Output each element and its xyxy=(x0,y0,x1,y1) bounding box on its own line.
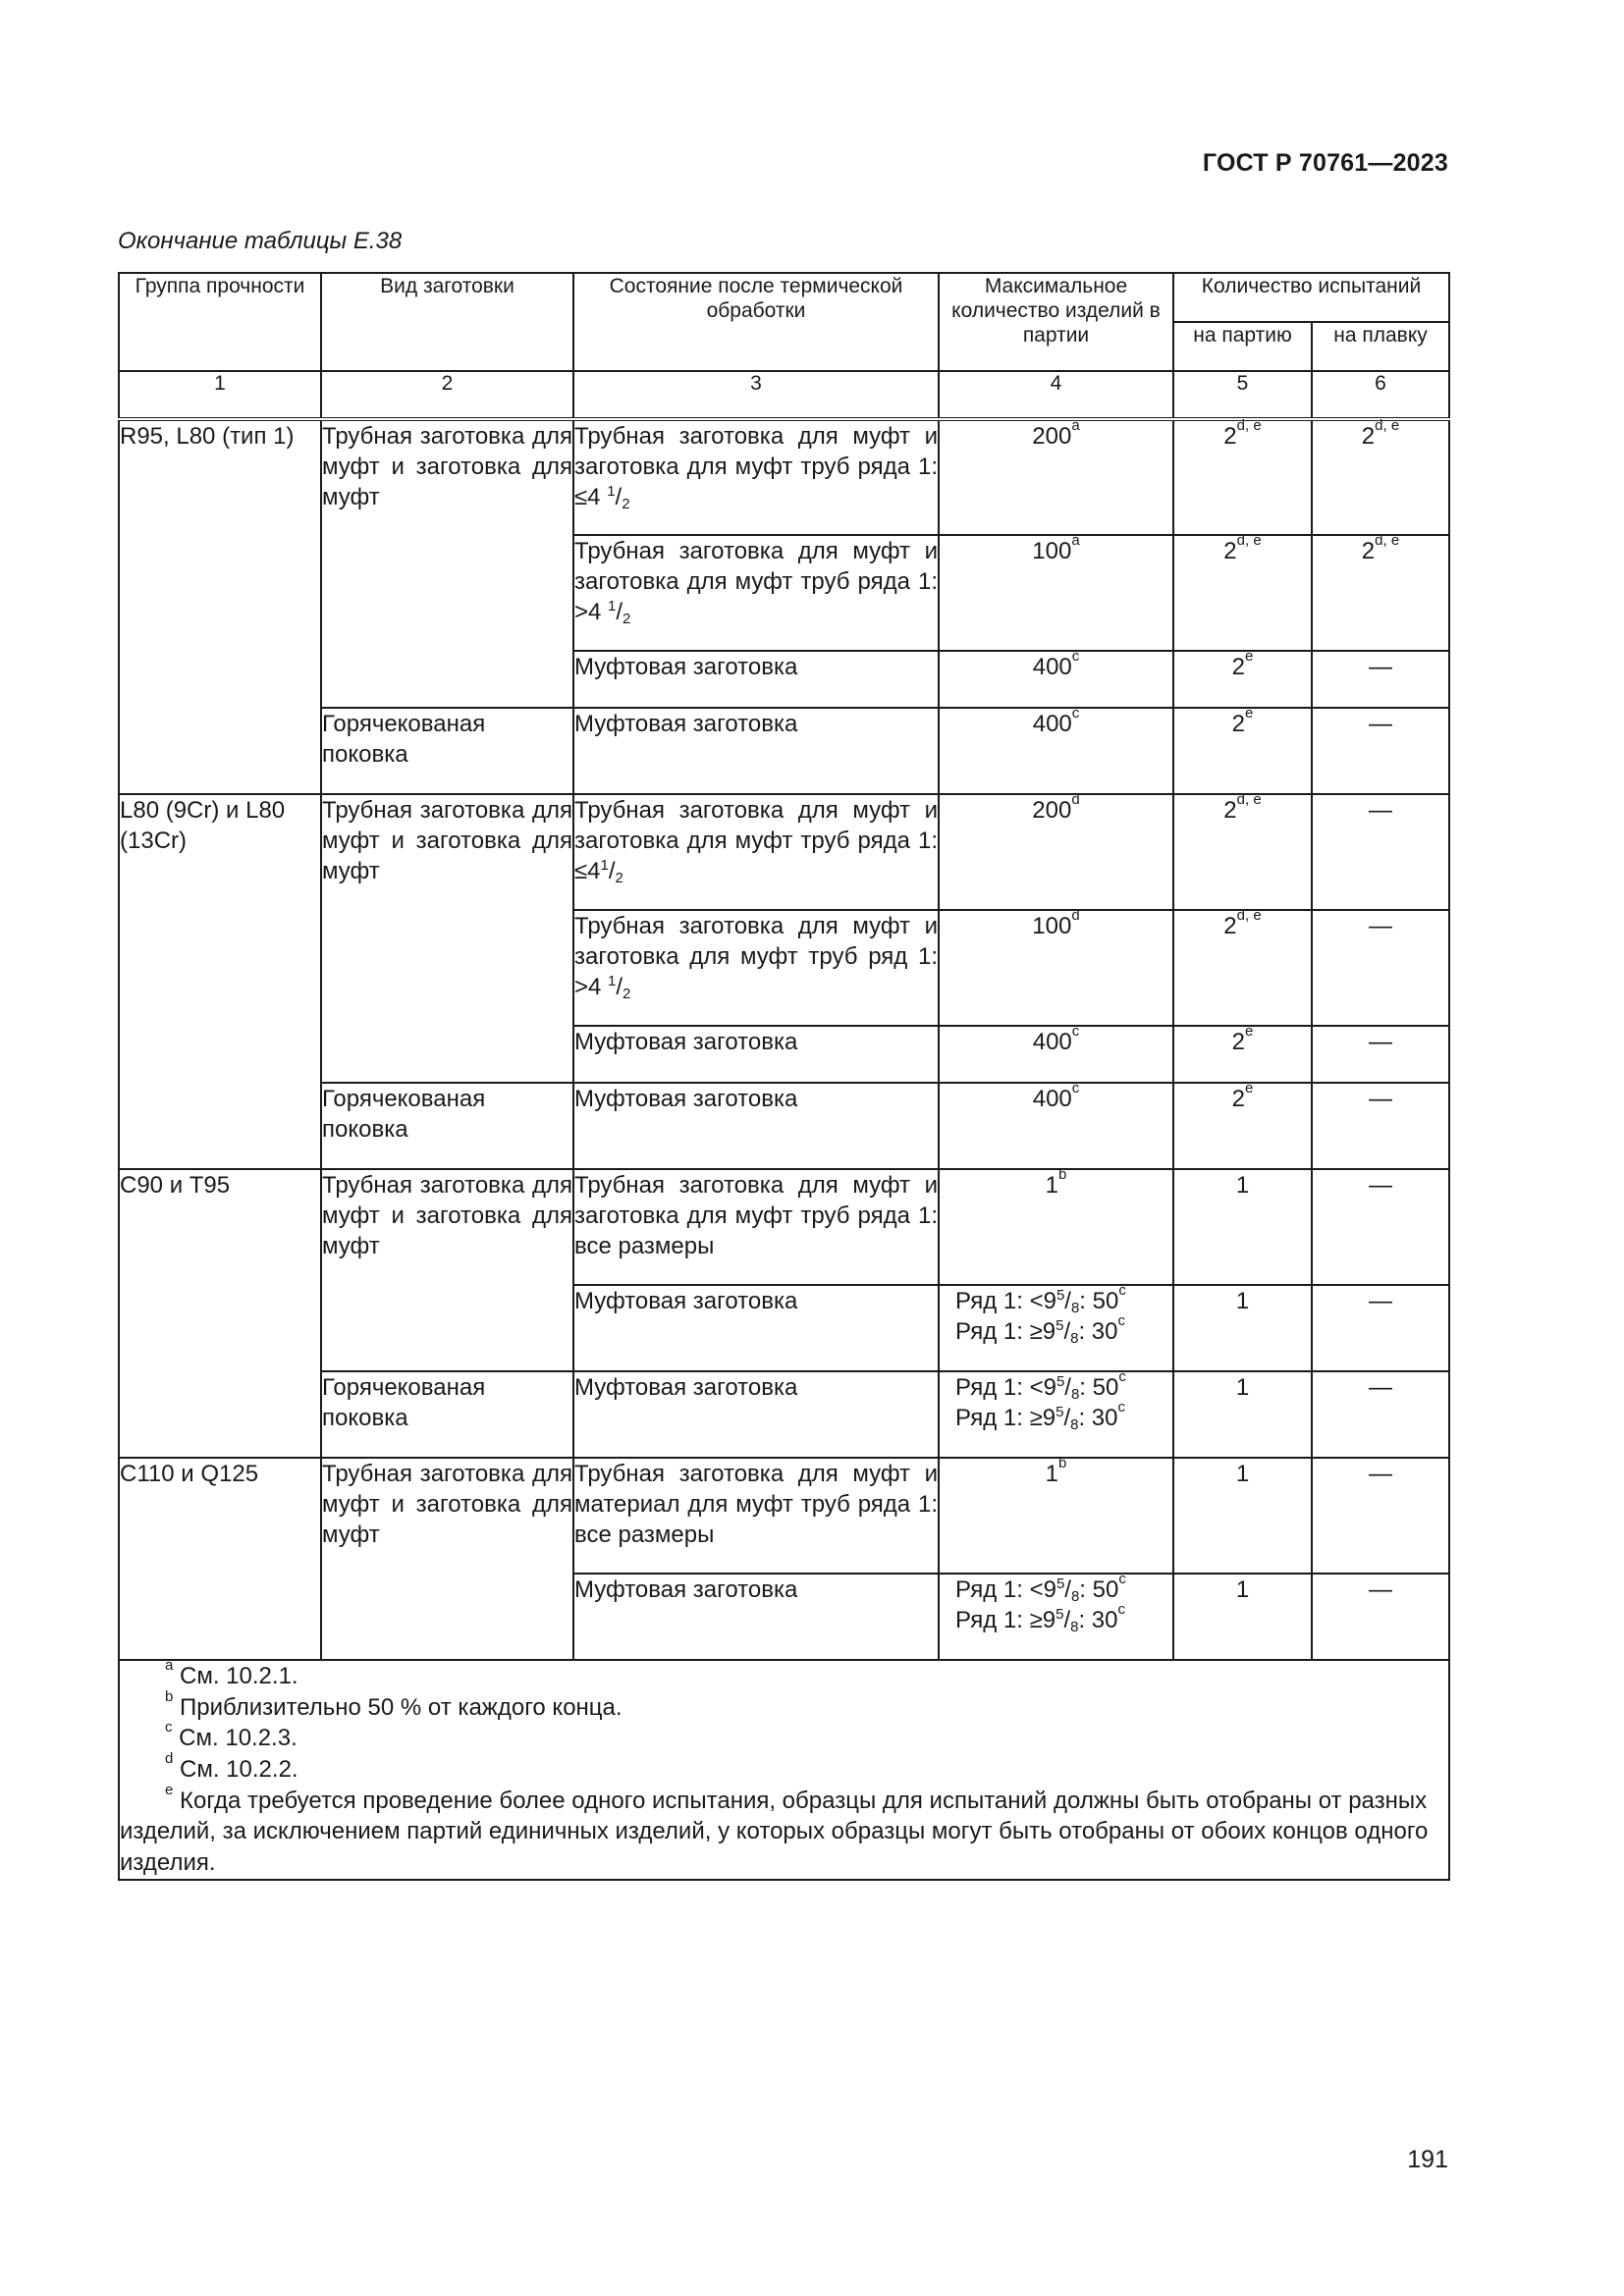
header-kind: Вид заготовки xyxy=(321,273,573,371)
condition-text: Трубная заготовка для муфт и заготовка для муфт труб ряда 1: >4 xyxy=(574,538,938,626)
tests-value: — xyxy=(1369,1086,1392,1112)
footnote-ref: c xyxy=(1071,648,1080,665)
tests-per-lot-cell xyxy=(1173,1371,1312,1458)
footnote-ref: b xyxy=(1058,1455,1067,1471)
footnote-item xyxy=(120,1719,1448,1754)
document-code: ГОСТ Р 70761—2023 xyxy=(1202,149,1448,177)
page-number: 191 xyxy=(1407,2146,1448,2173)
condition-text: Муфтовая заготовка xyxy=(574,1288,798,1314)
footnote-text: См. 10.2.1. xyxy=(180,1663,298,1689)
qty-value: 1 xyxy=(1045,1461,1058,1487)
header-per-lot: на партию xyxy=(1173,322,1312,371)
tests-value: 2 xyxy=(1231,654,1245,680)
footnote-ref: c xyxy=(1117,1312,1125,1330)
qty-value: 1 xyxy=(1045,1172,1058,1199)
max-qty-cell xyxy=(939,1166,1173,1285)
heat-treatment-cell xyxy=(573,1458,939,1574)
tests-value: — xyxy=(1369,1288,1392,1314)
footnotes xyxy=(119,1657,1449,1880)
tests-value: 2 xyxy=(1231,1029,1245,1055)
qty-value: 400 xyxy=(1032,654,1072,680)
tests-value: — xyxy=(1369,913,1392,939)
tests-per-heat-cell xyxy=(1312,910,1449,1026)
tests-per-heat-cell xyxy=(1312,532,1449,651)
heat-treatment-cell: Трубная заготовка для муфт и заготовка для муфт труб ряда 1: >4 $^1/_2$ xyxy=(573,535,939,651)
header-per-heat: на плавку xyxy=(1312,322,1449,371)
strength-group-cell: C110 и Q125 xyxy=(119,1458,321,1660)
tests-value: — xyxy=(1369,654,1392,680)
condition-text: Муфтовая заготовка xyxy=(574,1576,798,1603)
heat-treatment-cell: Трубная заготовка для муфт и заготовка для муфт труб ряд 1: >4 $^1/_2$ xyxy=(573,910,939,1026)
qty-text: : 30 xyxy=(1078,1607,1118,1634)
fraction-denominator: 8 xyxy=(1070,1386,1080,1403)
tests-per-lot-cell xyxy=(1173,791,1312,910)
tests-value: 2 xyxy=(1231,711,1245,737)
condition-text: Трубная заготовка для муфт и заготовка для муфт труб ряда 1: все размеры xyxy=(574,1172,938,1260)
tests-value: 2 xyxy=(1361,538,1376,564)
qty-line: Ряд 1: $<9^5/_8$: 50$^c$ xyxy=(955,1282,1126,1316)
tests-per-lot-cell xyxy=(1173,1574,1312,1660)
table-caption: Окончание таблицы Е.38 xyxy=(118,228,403,254)
tests-value: 2 xyxy=(1223,423,1237,450)
footnote-ref: e xyxy=(1245,1080,1254,1096)
footnote-text: См. 10.2.2. xyxy=(180,1756,298,1784)
qty-value: 100 xyxy=(1032,913,1072,939)
qty-text: : 50 xyxy=(1079,1374,1119,1401)
footnote-ref: d, e xyxy=(1236,532,1262,549)
tests-value: 1 xyxy=(1235,1172,1250,1199)
fraction-denominator: 8 xyxy=(1070,1416,1079,1434)
blank-kind-cell: Горячекованая поковка xyxy=(321,708,573,794)
footnote-ref: c xyxy=(1118,1571,1126,1587)
fraction-denominator: 8 xyxy=(1070,1330,1079,1348)
footnote-ref: b xyxy=(1058,1166,1067,1183)
footnote-ref: a xyxy=(1071,532,1080,549)
qty-line: Ряд 1: $<9^5/_8$: 50$^c$ xyxy=(955,1571,1126,1605)
fraction-numerator: 5 xyxy=(1056,1317,1064,1335)
tests-per-lot-cell xyxy=(1173,419,1312,535)
footnote-item xyxy=(120,1657,1448,1692)
tests-per-heat-cell xyxy=(1312,419,1449,535)
qty-text: Ряд 1: ≥9 xyxy=(955,1318,1056,1346)
col-number: 6 xyxy=(1312,371,1449,419)
footnote-ref: c xyxy=(1071,1080,1080,1096)
tests-value: — xyxy=(1369,1172,1392,1199)
fraction-denominator: 8 xyxy=(1070,1300,1080,1316)
footnote-ref: c xyxy=(1118,1368,1126,1385)
qty-text: : 30 xyxy=(1078,1318,1118,1346)
footnote-ref: d, e xyxy=(1236,417,1262,434)
qty-text: : 50 xyxy=(1079,1288,1119,1314)
footnote-mark: c xyxy=(165,1719,173,1736)
fraction-numerator: 5 xyxy=(1056,1606,1064,1624)
heat-treatment-cell: Трубная заготовка для муфт и заготовка для муфт труб ряда 1: ≤4 $^1/_2$ xyxy=(573,419,939,535)
blank-kind-cell: Трубная заготовка для муфт и заготовка для муфт xyxy=(321,419,573,708)
fraction-numerator: 5 xyxy=(1056,1575,1065,1592)
strength-group-cell: R95, L80 (тип 1) xyxy=(119,419,321,794)
fraction-numerator: 1 xyxy=(608,973,617,990)
tests-per-heat-cell xyxy=(1312,1458,1449,1574)
heat-treatment-cell xyxy=(573,651,939,708)
max-qty-cell xyxy=(939,419,1173,535)
strength-group-cell: L80 (9Cr) и L80 (13Cr) xyxy=(119,794,321,1169)
qty-line: Ряд 1: $<9^5/_8$: 50$^c$ xyxy=(955,1368,1126,1403)
footnote-ref: a xyxy=(1071,417,1080,434)
tests-value: — xyxy=(1369,1461,1392,1487)
tests-per-lot-cell xyxy=(1173,1169,1312,1285)
fraction-denominator: 2 xyxy=(622,496,630,513)
footnote-mark: b xyxy=(165,1687,174,1705)
tests-per-heat-cell xyxy=(1312,1169,1449,1285)
qty-line: Ряд 1: $\ge 9^5/_8$: 30$^c$ xyxy=(955,1312,1125,1348)
qty-text: Ряд 1: <9 xyxy=(955,1288,1056,1314)
tests-per-lot-cell xyxy=(1173,1023,1312,1083)
footnote-ref: d xyxy=(1071,907,1080,924)
tests-value: 1 xyxy=(1235,1576,1250,1603)
footnote-mark: d xyxy=(165,1750,174,1768)
qty-text: Ряд 1: ≥9 xyxy=(955,1405,1056,1432)
max-qty-cell xyxy=(939,1282,1173,1371)
qty-value: 200 xyxy=(1032,423,1072,450)
tests-value: — xyxy=(1369,1029,1392,1055)
col-number: 2 xyxy=(321,371,573,419)
max-qty-cell xyxy=(939,648,1173,708)
qty-value: 400 xyxy=(1032,711,1072,737)
condition-text: Муфтовая заготовка xyxy=(574,1374,798,1401)
qty-value: 100 xyxy=(1032,538,1072,564)
tests-per-lot-cell xyxy=(1173,1458,1312,1574)
tests-value: — xyxy=(1369,797,1392,824)
qty-text: Ряд 1: ≥9 xyxy=(955,1607,1056,1634)
col-number: 4 xyxy=(939,371,1173,419)
header-group: Группа прочности xyxy=(119,273,321,371)
qty-value: 400 xyxy=(1032,1029,1072,1055)
condition-text: Муфтовая заготовка xyxy=(574,711,798,737)
tests-per-heat-cell xyxy=(1312,708,1449,794)
footnote-text: Приблизительно 50 % от каждого конца. xyxy=(180,1693,623,1721)
condition-text: Муфтовая заготовка xyxy=(574,1086,798,1112)
blank-kind-cell: Трубная заготовка для муфт и заготовка для муфт xyxy=(321,1169,573,1371)
max-qty-cell xyxy=(939,532,1173,651)
footnote-ref: c xyxy=(1071,1023,1080,1040)
footnote-item xyxy=(120,1750,1448,1786)
qty-text: Ряд 1: <9 xyxy=(955,1576,1056,1603)
fraction-numerator: 5 xyxy=(1056,1404,1064,1421)
footnote-mark: a xyxy=(165,1657,174,1674)
tests-value: 2 xyxy=(1223,797,1237,824)
qty-value: 400 xyxy=(1032,1086,1072,1112)
footnote-ref: c xyxy=(1117,1601,1125,1619)
tests-value: 1 xyxy=(1235,1288,1250,1314)
tests-per-heat-cell xyxy=(1312,1371,1449,1458)
tests-per-heat-cell xyxy=(1312,1285,1449,1371)
footnote-ref: d, e xyxy=(1375,417,1400,434)
tests-value: 2 xyxy=(1223,538,1237,564)
tests-value: — xyxy=(1369,711,1392,737)
qty-line: Ряд 1: $\ge 9^5/_8$: 30$^c$ xyxy=(955,1399,1125,1434)
tests-per-lot-cell xyxy=(1173,532,1312,651)
tests-per-heat-cell xyxy=(1312,1083,1449,1169)
fraction-denominator: 8 xyxy=(1070,1588,1080,1605)
footnote-ref: d, e xyxy=(1236,791,1262,808)
footnote-mark: e xyxy=(165,1781,174,1798)
condition-text: Муфтовая заготовка xyxy=(574,1029,798,1055)
condition-text: Трубная заготовка для муфт и заготовка для муфт труб ряда 1: ≤4 xyxy=(574,423,938,511)
header-condition: Состояние после термической обработки xyxy=(573,273,939,371)
tests-value: — xyxy=(1369,1576,1392,1603)
fraction-numerator: 1 xyxy=(607,483,616,501)
max-qty-cell xyxy=(939,907,1173,1026)
tests-per-heat-cell xyxy=(1312,794,1449,910)
heat-treatment-cell xyxy=(573,1169,939,1285)
tests-per-heat-cell xyxy=(1312,1026,1449,1083)
blank-kind-cell: Трубная заготовка для муфт и заготовка для муфт xyxy=(321,1458,573,1660)
tests-per-lot-cell xyxy=(1173,1285,1312,1371)
heat-treatment-cell xyxy=(573,1574,939,1660)
footnote-ref: c xyxy=(1118,1282,1126,1299)
header-tests: Количество испытаний xyxy=(1173,273,1449,322)
tests-per-heat-cell xyxy=(1312,1574,1449,1660)
col-number: 5 xyxy=(1173,371,1312,419)
heat-treatment-cell xyxy=(573,1026,939,1083)
condition-text: Муфтовая заготовка xyxy=(574,654,798,680)
heat-treatment-cell: Трубная заготовка для муфт и заготовка для муфт труб ряда 1: $\le 4^1/_2$ xyxy=(573,794,939,910)
fraction-denominator: 2 xyxy=(623,611,631,628)
tests-per-lot-cell xyxy=(1173,705,1312,794)
qty-value: 200 xyxy=(1032,797,1072,824)
header-max-qty: Максимальное количество изделий в партии xyxy=(939,273,1173,371)
blank-kind-cell: Горячекованая поковка xyxy=(321,1083,573,1169)
tests-per-lot-cell xyxy=(1173,648,1312,708)
footnote-text: Когда требуется проведение более одного испытания, образцы для испытаний должны быть отобраны от разных изделий, за исключением партий единичных изделий, у которых образцы могут быть отобраны от обоих концов одного изделия. xyxy=(120,1787,1429,1877)
fraction-numerator: 5 xyxy=(1056,1373,1065,1390)
qty-text: Ряд 1: <9 xyxy=(955,1374,1056,1401)
tests-per-lot-cell xyxy=(1173,1080,1312,1169)
footnote-ref: c xyxy=(1117,1399,1125,1416)
tests-per-heat-cell xyxy=(1312,651,1449,708)
max-qty-cell xyxy=(939,1368,1173,1458)
max-qty-cell xyxy=(939,1455,1173,1574)
col-number: 3 xyxy=(573,371,939,419)
footnote-ref: e xyxy=(1245,648,1254,665)
tests-value: 2 xyxy=(1223,913,1237,939)
footnote-ref: d, e xyxy=(1375,532,1400,549)
fraction-denominator: 2 xyxy=(623,986,631,1003)
footnote-item xyxy=(120,1781,1448,1879)
qty-text: : 50 xyxy=(1079,1576,1119,1603)
tests-value: 2 xyxy=(1231,1086,1245,1112)
footnote-ref: e xyxy=(1245,705,1254,721)
table-row xyxy=(119,419,1449,535)
heat-treatment-cell xyxy=(573,1285,939,1371)
fraction-numerator: 1 xyxy=(608,598,617,615)
heat-treatment-cell xyxy=(573,708,939,794)
blank-kind-cell: Горячекованая поковка xyxy=(321,1371,573,1458)
footnote-item xyxy=(120,1687,1448,1724)
tests-value: 2 xyxy=(1361,423,1376,450)
footnote-text: См. 10.2.3. xyxy=(179,1725,298,1752)
tests-value: — xyxy=(1369,1374,1392,1401)
fraction-denominator: 8 xyxy=(1070,1619,1079,1636)
tests-per-lot-cell xyxy=(1173,907,1312,1026)
max-qty-cell xyxy=(939,1023,1173,1083)
table-row xyxy=(119,1458,1449,1574)
condition-text: Трубная заготовка для муфт и материал для муфт труб ряда 1: все размеры xyxy=(574,1461,938,1549)
qty-text: : 30 xyxy=(1078,1405,1118,1432)
strength-group-cell: C90 и T95 xyxy=(119,1169,321,1458)
footnote-ref: c xyxy=(1071,705,1080,721)
fraction-numerator: 5 xyxy=(1056,1287,1065,1304)
max-qty-cell xyxy=(939,1080,1173,1169)
footnote-ref: d xyxy=(1071,791,1080,808)
fraction-numerator: 1 xyxy=(600,857,609,875)
tests-value: 1 xyxy=(1235,1374,1250,1401)
fraction-denominator: 2 xyxy=(615,870,623,887)
footnote-ref: d, e xyxy=(1236,907,1262,924)
blank-kind-cell: Трубная заготовка для муфт и заготовка для муфт xyxy=(321,794,573,1083)
requirements-table xyxy=(118,272,1450,1881)
table-row xyxy=(119,794,1449,910)
col-number: 1 xyxy=(119,371,321,419)
qty-line: Ряд 1: $\ge 9^5/_8$: 30$^c$ xyxy=(955,1601,1125,1636)
heat-treatment-cell xyxy=(573,1083,939,1169)
max-qty-cell xyxy=(939,705,1173,794)
condition-text: Трубная заготовка для муфт и заготовка для муфт труб ряда 1: ≤4 xyxy=(574,797,938,885)
heat-treatment-cell xyxy=(573,1371,939,1458)
table-row xyxy=(119,1169,1449,1285)
tests-value: 1 xyxy=(1235,1461,1250,1487)
footnote-ref: e xyxy=(1245,1023,1254,1040)
condition-text: Трубная заготовка для муфт и заготовка для муфт труб ряд 1: >4 xyxy=(574,913,938,1001)
max-qty-cell xyxy=(939,791,1173,910)
max-qty-cell xyxy=(939,1571,1173,1660)
